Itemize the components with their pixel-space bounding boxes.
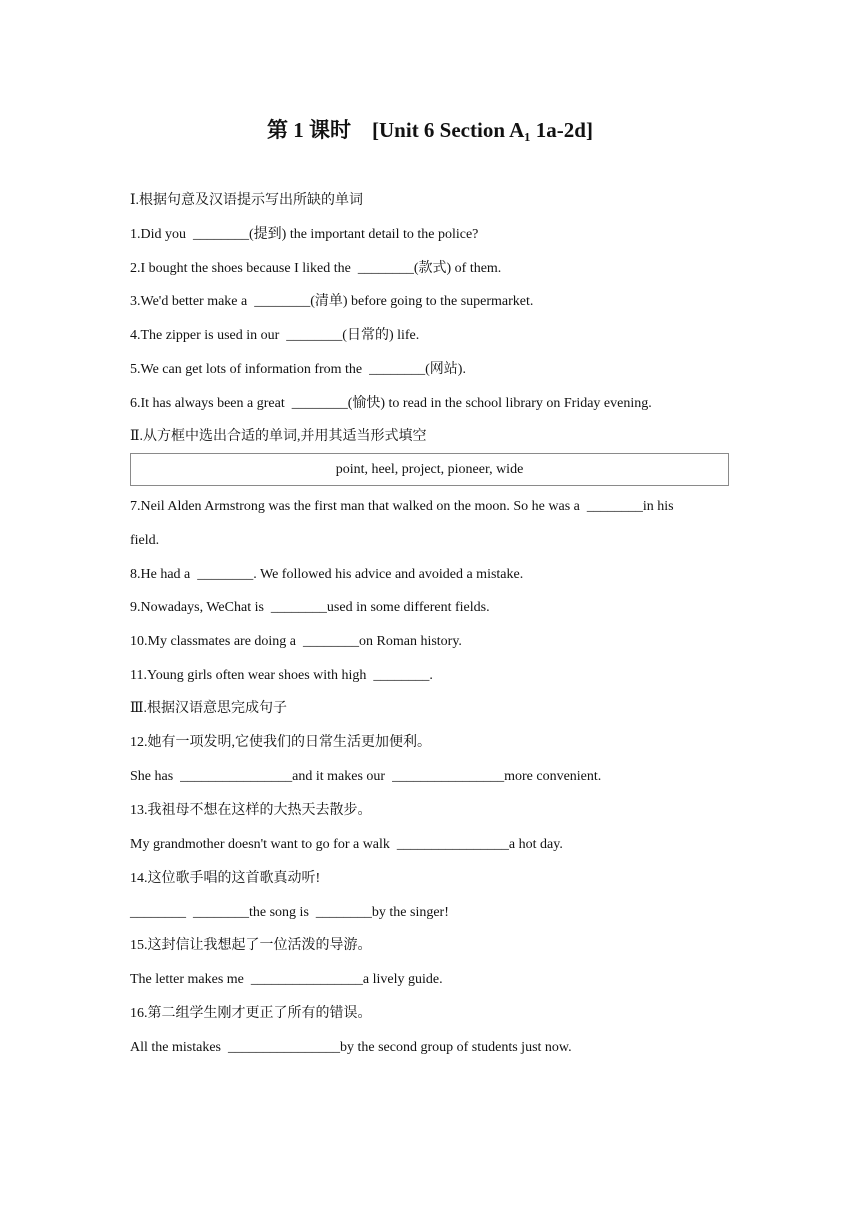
question-14-answer: ________ ________the song is ________by the singer! <box>130 905 449 920</box>
question-16-answer: All the mistakes ________________by the second group of students just now. <box>130 1040 572 1055</box>
question-7: 7.Neil Alden Armstrong was the first man that walked on the moon. So he was a ________in his <box>130 499 674 514</box>
question-12-answer: She has ________________and it makes our ________________more convenient. <box>130 769 602 784</box>
section-3-heading: Ⅲ.根据汉语意思完成句子 <box>130 701 288 716</box>
section-1-heading: Ⅰ.根据句意及汉语提示写出所缺的单词 <box>130 193 364 208</box>
question-13-prompt: 13.我祖母不想在这样的大热天去散步。 <box>130 803 372 818</box>
question-15-answer: The letter makes me ________________a lively guide. <box>130 972 443 987</box>
page-title: 第 1 课时 [Unit 6 Section A₁ 1a-2d] <box>267 118 593 142</box>
question-11: 11.Young girls often wear shoes with high ________. <box>130 668 433 683</box>
question-8: 8.He had a ________. We followed his advice and avoided a mistake. <box>130 567 524 582</box>
question-10: 10.My classmates are doing a ________on Roman history. <box>130 634 462 649</box>
question-7-continued: field. <box>130 533 160 548</box>
word-box: point, heel, project, pioneer, wide <box>130 453 729 486</box>
question-15-prompt: 15.这封信让我想起了一位活泼的导游。 <box>130 938 372 953</box>
question-5: 5.We can get lots of information from the ________(网站). <box>130 362 466 377</box>
question-12-prompt: 12.她有一项发明,它使我们的日常生活更加便利。 <box>130 735 431 750</box>
question-3: 3.We'd better make a ________(清单) before going to the supermarket. <box>130 294 534 309</box>
question-13-answer: My grandmother doesn't want to go for a walk ________________a hot day. <box>130 837 563 852</box>
question-14-prompt: 14.这位歌手唱的这首歌真动听! <box>130 871 321 886</box>
question-2: 2.I bought the shoes because I liked the ________(款式) of them. <box>130 261 502 276</box>
question-16-prompt: 16.第二组学生刚才更正了所有的错误。 <box>130 1006 372 1021</box>
question-4: 4.The zipper is used in our ________(日常的) life. <box>130 328 420 343</box>
section-2-heading: Ⅱ.从方框中选出合适的单词,并用其适当形式填空 <box>130 429 427 444</box>
question-9: 9.Nowadays, WeChat is ________used in some different fields. <box>130 600 490 615</box>
question-6: 6.It has always been a great ________(愉快) to read in the school library on Friday evening. <box>130 396 652 411</box>
question-1: 1.Did you ________(提到) the important detail to the police? <box>130 227 479 242</box>
